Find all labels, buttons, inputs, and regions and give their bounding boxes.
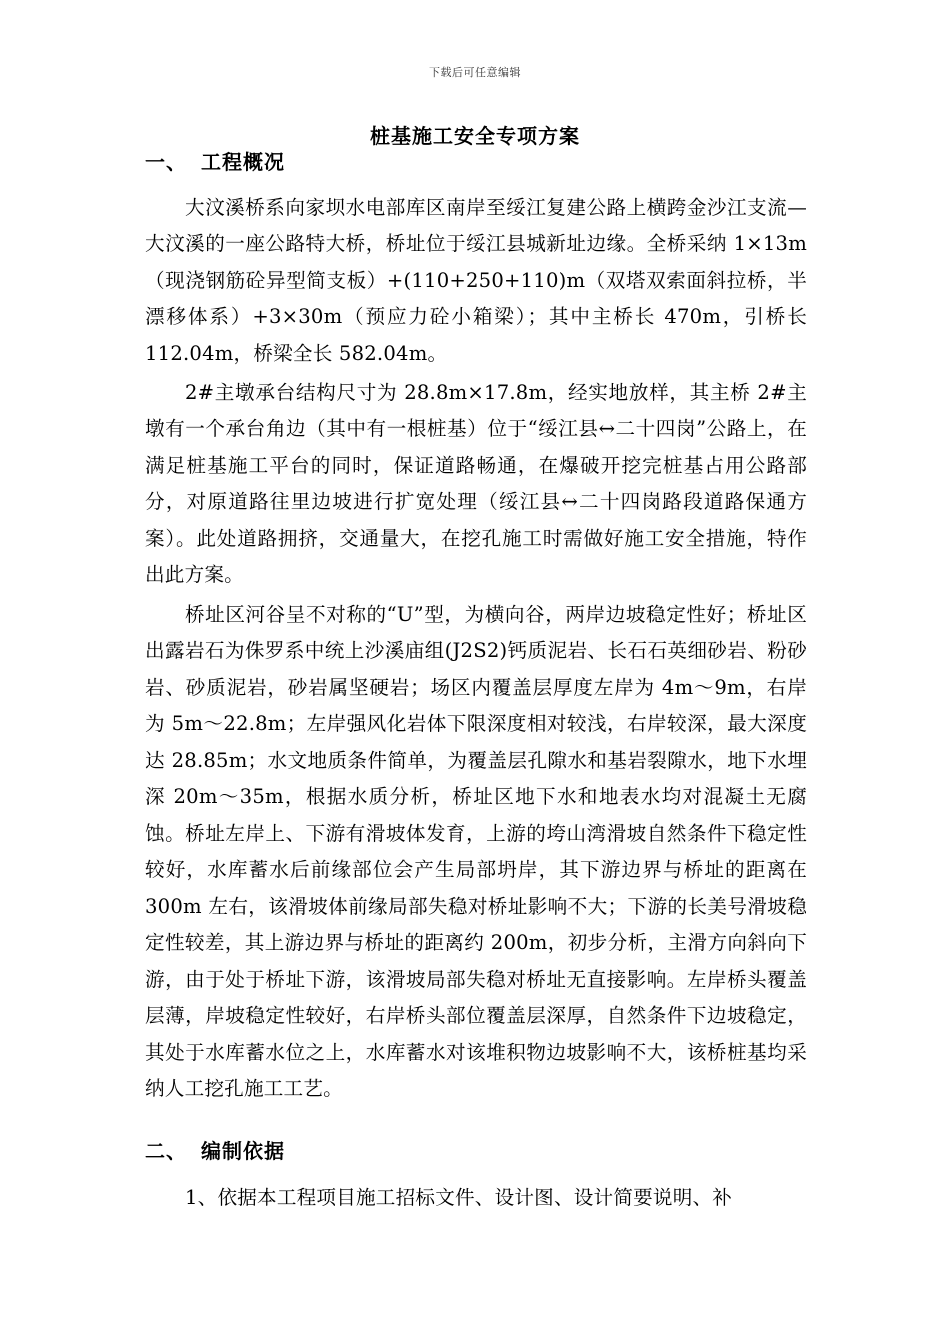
section-heading-basis <box>145 1135 285 1164</box>
paragraph-pier-cap: 2#主墩承台结构尺寸为 28.8m×17.8m，经实地放样，其主桥 2#主墩有一个承台角边（其中有一根桩基）位于“绥江县↔二十四岗”公路上，在满足桩基施工平台的同时，保证道路畅通，在爆破开挖完桩基占用公路部分，对原道路往里边坡进行扩宽处理（绥江县↔二十四岗路段道路保通方案）。此处道路拥挤，交通量大，在挖孔施工时需做好施工安全措施，特作出此方案。 <box>145 380 807 587</box>
paragraph-geology: 桥址区河谷呈不对称的“U”型，为横向谷，两岸边坡稳定性好；桥址区出露岩石为侏罗系中统上沙溪庙组(J2S2)钙质泥岩、长石石英细砂岩、粉砂岩、砂质泥岩，砂岩属坚硬岩；场区内覆盖层厚度左岸为 4m～9m，右岸为 5m～22.8m；左岸强风化岩体下限深度相对较浅，右岸较深，最大深度达 28.85m；水文地质条件简单，为覆盖层孔隙水和基岩裂隙水，地下水埋深 20m～35m，根据水质分析，桥址区地下水和地表水均对混凝土无腐蚀。桥址左岸上、下游有滑坡体发育，上游的垮山湾滑坡自然条件下稳定性较好，水库蓄水后前缘部位会产生局部坍岸，其下游边界与桥址的距离在 300m 左右，该滑坡体前缘局部失稳对桥址影响不大；下游的长美号滑坡稳定性较差，其上游边界与桥址的距离约 200m，初步分析，主滑方向斜向下游，由于处于桥址下游，该滑坡局部失稳对桥址无直接影响。左岸桥头覆盖层薄，岸坡稳定性较好，右岸桥头部位覆盖层深厚，自然条件下边坡稳定，其处于水库蓄水位之上，水库蓄水对该堆积物边坡影响不大，该桥桩基均采纳人工挖孔施工工艺。 <box>145 602 807 1101</box>
section-number: 二、 <box>145 1139 187 1163</box>
section-heading-overview <box>145 146 285 175</box>
paragraph-basis-item-1: 1、依据本工程项目施工招标文件、设计图、设计简要说明、补 <box>185 1185 733 1209</box>
section-title: 工程概况 <box>201 150 285 174</box>
paragraph-bridge-overview: 大汶溪桥系向家坝水电部库区南岸至绥江复建公路上横跨金沙江支流—大汶溪的一座公路特大桥，桥址位于绥江县城新址边缘。全桥采纳 1×13m（现浇钢筋砼异型简支板）+(110+250+110)m（双塔双索面斜拉桥，半漂移体系）+3×30m（预应力砼小箱梁）；其中主桥长 470m，引桥长 112.04m，桥梁全长 582.04m。 <box>145 195 807 365</box>
section-title: 编制依据 <box>201 1139 285 1163</box>
section-number: 一、 <box>145 150 187 174</box>
document-title: 桩基施工安全专项方案 <box>370 124 580 148</box>
header-note: 下载后可任意编辑 <box>429 66 521 79</box>
